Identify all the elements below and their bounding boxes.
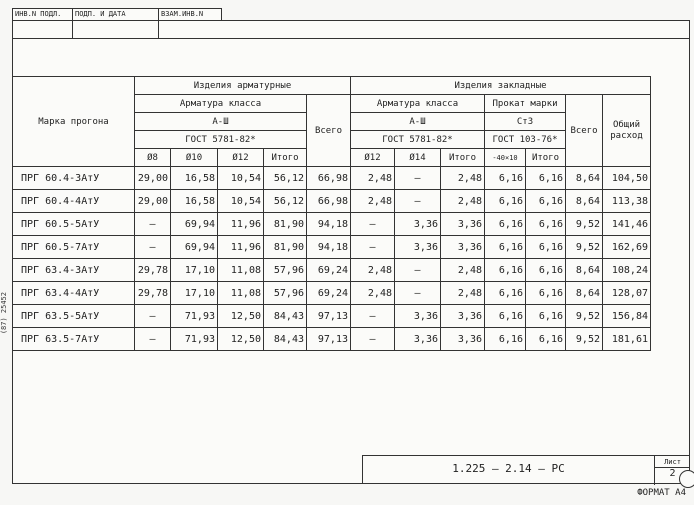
value-cell: 11,96 (218, 236, 264, 259)
row-mark-cell: ПРГ 63.4-3АтУ (13, 259, 135, 282)
value-cell: 6,16 (485, 236, 526, 259)
value-cell: – (395, 190, 441, 213)
value-cell: 3,36 (441, 213, 485, 236)
value-cell: 17,10 (171, 259, 218, 282)
gost-header: ГОСТ 5781-82* (351, 131, 485, 149)
value-cell: 8,64 (566, 190, 603, 213)
value-cell: 69,24 (307, 259, 351, 282)
gost-header: ГОСТ 5781-82* (135, 131, 307, 149)
table-row (13, 167, 651, 190)
value-cell: 6,16 (485, 282, 526, 305)
replace-inv-cell: ВЗАМ.ИНВ.N (161, 10, 204, 18)
value-cell: – (135, 213, 171, 236)
value-cell: 6,16 (526, 190, 566, 213)
value-cell: 10,54 (218, 167, 264, 190)
total-rebar-header: Всего (307, 95, 351, 167)
grade-st3-header: Ст3 (485, 113, 566, 131)
value-cell: 3,36 (441, 236, 485, 259)
value-cell: 84,43 (264, 305, 307, 328)
value-cell: 156,84 (603, 305, 651, 328)
table-row (13, 282, 651, 305)
table-row (13, 305, 651, 328)
value-cell: – (351, 213, 395, 236)
value-cell: 2,48 (441, 282, 485, 305)
overall-consumption-header: Общий расход (603, 95, 651, 167)
value-cell: 11,08 (218, 259, 264, 282)
value-cell: 104,50 (603, 167, 651, 190)
value-cell: 6,16 (526, 236, 566, 259)
value-cell: 10,54 (218, 190, 264, 213)
value-cell: 3,36 (395, 236, 441, 259)
row-mark-cell: ПРГ 63.5-5АтУ (13, 305, 135, 328)
value-cell: – (395, 167, 441, 190)
value-cell: 6,16 (485, 213, 526, 236)
row-mark-cell: ПРГ 63.5-7АтУ (13, 328, 135, 351)
table-row (13, 328, 651, 351)
value-cell: 29,78 (135, 282, 171, 305)
value-cell: – (395, 282, 441, 305)
frame-divider (72, 20, 73, 38)
gost-header: ГОСТ 103-76* (485, 131, 566, 149)
title-strip (12, 8, 222, 20)
value-cell: 6,16 (485, 259, 526, 282)
total-embedded-header: Всего (566, 95, 603, 167)
value-cell: 9,52 (566, 236, 603, 259)
value-cell: 3,36 (441, 305, 485, 328)
value-cell: 2,48 (351, 190, 395, 213)
value-cell: 17,10 (171, 282, 218, 305)
row-mark-cell: ПРГ 60.5-7АтУ (13, 236, 135, 259)
value-cell: 162,69 (603, 236, 651, 259)
value-cell: 3,36 (395, 213, 441, 236)
profile-grade-header: Прокат марки (485, 95, 566, 113)
format-label: ФОРМАТ А4 (637, 488, 686, 498)
value-cell: 8,64 (566, 282, 603, 305)
subcol-strip: -40×10 (485, 149, 526, 167)
value-cell: 81,90 (264, 213, 307, 236)
value-cell: 69,94 (171, 213, 218, 236)
title-block (362, 455, 690, 484)
inv-no-cell: ИНВ.N ПОДЛ. (13, 9, 73, 20)
side-archive-number: (87) 25452 (0, 292, 8, 335)
value-cell: 2,48 (441, 190, 485, 213)
sign-date-cell: ПОДП. И ДАТА (73, 9, 159, 20)
value-cell: 29,78 (135, 259, 171, 282)
value-cell: 9,52 (566, 328, 603, 351)
value-cell: 3,36 (441, 328, 485, 351)
value-cell: 3,36 (395, 305, 441, 328)
value-cell: 9,52 (566, 213, 603, 236)
sheet-label: Лист (655, 457, 690, 468)
value-cell: 6,16 (485, 305, 526, 328)
sheet-number: 2 (669, 468, 676, 479)
value-cell: 97,13 (307, 328, 351, 351)
value-cell: 2,48 (441, 167, 485, 190)
value-cell: 56,12 (264, 190, 307, 213)
value-cell: 66,98 (307, 167, 351, 190)
value-cell: 6,16 (526, 259, 566, 282)
value-cell: 6,16 (526, 282, 566, 305)
value-cell: – (135, 236, 171, 259)
value-cell: 6,16 (526, 305, 566, 328)
value-cell: 56,12 (264, 167, 307, 190)
rebar-class-header: Арматура класса (135, 95, 307, 113)
value-cell: 11,96 (218, 213, 264, 236)
table-row (13, 259, 651, 282)
frame-divider (12, 38, 690, 39)
value-cell: 84,43 (264, 328, 307, 351)
value-cell: 128,07 (603, 282, 651, 305)
value-cell: – (351, 305, 395, 328)
row-mark-cell: ПРГ 60.4-3АтУ (13, 167, 135, 190)
value-cell: – (351, 236, 395, 259)
value-cell: 57,96 (264, 282, 307, 305)
row-mark-cell: ПРГ 60.4-4АтУ (13, 190, 135, 213)
class-a3-header: А-Ш (135, 113, 307, 131)
table-row (13, 236, 651, 259)
value-cell: 81,90 (264, 236, 307, 259)
subcol-d14: Ø14 (395, 149, 441, 167)
value-cell: 11,08 (218, 282, 264, 305)
subcol-d12: Ø12 (218, 149, 264, 167)
table-row (13, 213, 651, 236)
value-cell: 108,24 (603, 259, 651, 282)
table-row (13, 190, 651, 213)
value-cell: 29,00 (135, 167, 171, 190)
document-code: 1.225 – 2.14 – РС (452, 462, 565, 475)
value-cell: 2,48 (351, 167, 395, 190)
subcol-itogo: Итого (264, 149, 307, 167)
value-cell: – (135, 328, 171, 351)
value-cell: 8,64 (566, 259, 603, 282)
value-cell: 66,98 (307, 190, 351, 213)
embedded-items-header: Изделия закладные (351, 77, 651, 95)
value-cell: 6,16 (485, 167, 526, 190)
value-cell: 97,13 (307, 305, 351, 328)
value-cell: 6,16 (485, 190, 526, 213)
value-cell: 69,24 (307, 282, 351, 305)
value-cell: 12,50 (218, 305, 264, 328)
value-cell: 6,16 (526, 167, 566, 190)
value-cell: 69,94 (171, 236, 218, 259)
value-cell: 6,16 (526, 328, 566, 351)
value-cell: 71,93 (171, 328, 218, 351)
subcol-d8: Ø8 (135, 149, 171, 167)
row-mark-cell: ПРГ 63.4-4АтУ (13, 282, 135, 305)
value-cell: 113,38 (603, 190, 651, 213)
subcol-d10: Ø10 (171, 149, 218, 167)
value-cell: 16,58 (171, 167, 218, 190)
value-cell: 6,16 (485, 328, 526, 351)
value-cell: 2,48 (441, 259, 485, 282)
subcol-d12: Ø12 (351, 149, 395, 167)
binding-hole (679, 470, 694, 488)
value-cell: 94,18 (307, 213, 351, 236)
value-cell: 94,18 (307, 236, 351, 259)
value-cell: 8,64 (566, 167, 603, 190)
table-body (13, 167, 651, 351)
subcol-itogo: Итого (441, 149, 485, 167)
value-cell: – (135, 305, 171, 328)
value-cell: 9,52 (566, 305, 603, 328)
embedded-rebar-class-header: Арматура класса (351, 95, 485, 113)
value-cell: 141,46 (603, 213, 651, 236)
value-cell: – (351, 328, 395, 351)
value-cell: 16,58 (171, 190, 218, 213)
rebar-items-header: Изделия арматурные (135, 77, 351, 95)
value-cell: 29,00 (135, 190, 171, 213)
value-cell: 57,96 (264, 259, 307, 282)
consumption-table (12, 76, 651, 351)
frame-divider (158, 20, 159, 38)
value-cell: 71,93 (171, 305, 218, 328)
class-a3-header: А-Ш (351, 113, 485, 131)
value-cell: 6,16 (526, 213, 566, 236)
value-cell: 2,48 (351, 259, 395, 282)
value-cell: 3,36 (395, 328, 441, 351)
value-cell: – (395, 259, 441, 282)
value-cell: 181,61 (603, 328, 651, 351)
value-cell: 12,50 (218, 328, 264, 351)
row-mark-cell: ПРГ 60.5-5АтУ (13, 213, 135, 236)
subcol-itogo: Итого (526, 149, 566, 167)
col-mark-header: Марка прогона (13, 77, 135, 167)
value-cell: 2,48 (351, 282, 395, 305)
